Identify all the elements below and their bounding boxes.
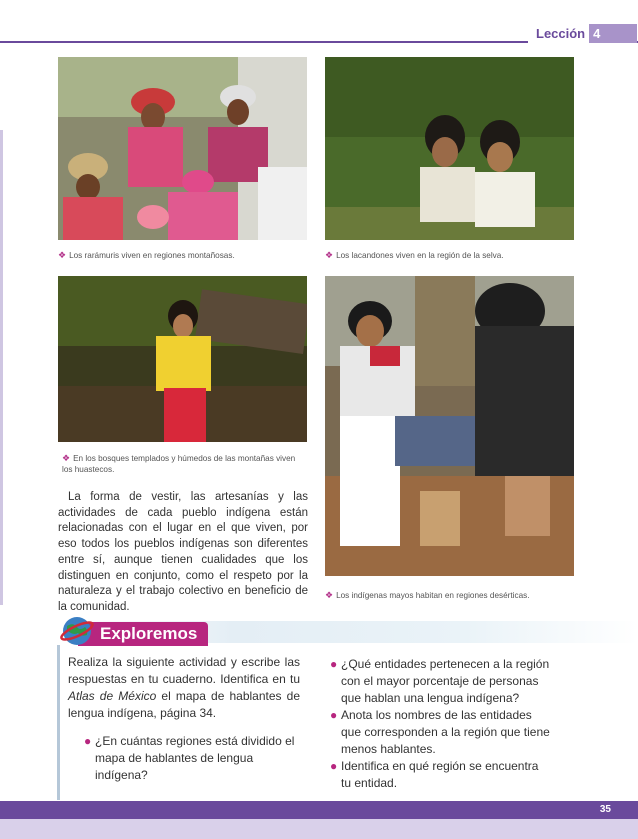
questions-left [84, 733, 300, 784]
lesson-badge [528, 24, 637, 43]
diamond-bullet-icon: ❖ [325, 590, 334, 600]
list-item: ● ¿Qué entidades pertenecen a la región con el mayor porcentaje de personas que hablan una lengua indígena? [330, 657, 550, 705]
photo-lacandones [325, 57, 574, 240]
photo-mayos [325, 276, 574, 576]
caption-huastecos: ❖ En los bosques templados y húmedos de las montañas viven los huastecos. [62, 453, 296, 474]
body-paragraph: La forma de vestir, las artesanías y las actividades de cada pueblo indígena están relacionadas con el lugar en el que viven, por eso todos los pueblos indígenas son diferentes entre sí, aunque tienen cualidades que los distinguen en conjunto, como el respeto por la naturaleza y el trabajo colectivo en beneficio de la comunidad. [58, 491, 308, 613]
list-item: ● Anota los nombres de las entidades que corresponden a la región que tiene menos hablantes. [330, 708, 550, 756]
bullet-dot-icon: ● [84, 734, 92, 748]
caption-lacandones: ❖ Los lacandones viven en la región de la selva. [325, 250, 504, 260]
bullet-dot-icon: ● [330, 657, 338, 671]
photo-raramuris [58, 57, 307, 240]
list-item: ● ¿En cuántas regiones está dividido el mapa de hablantes de lengua indígena? [84, 734, 295, 782]
bullet-dot-icon: ● [330, 759, 338, 773]
lesson-word: Lección [528, 24, 589, 43]
page-number: 35 [599, 804, 611, 815]
globe-icon [60, 614, 94, 648]
diamond-bullet-icon: ❖ [58, 250, 67, 260]
footer-bar [0, 801, 638, 819]
lesson-number: 4 [589, 24, 637, 43]
caption-mayos: ❖ Los indígenas mayos habitan en regiones desérticas. [325, 590, 530, 600]
diamond-bullet-icon: ❖ [325, 250, 334, 260]
footer-band [0, 819, 638, 839]
activity-intro: Realiza la siguiente actividad y escribe las respuestas en tu cuaderno. Identifica en tu Atlas de México el mapa de hablantes de lengua indígena, página 34. [68, 655, 301, 720]
photo-huastecos [58, 276, 307, 442]
left-edge-strip [0, 130, 3, 605]
list-item: ● Identifica en qué región se encuentra tu entidad. [330, 759, 539, 790]
diamond-bullet-icon: ❖ [62, 453, 71, 463]
explore-side-rule [57, 645, 60, 800]
bullet-dot-icon: ● [330, 708, 338, 722]
questions-right [330, 656, 550, 792]
explore-title: Exploremos [100, 624, 198, 643]
caption-raramuris: ❖ Los rarámuris viven en regiones montañosas. [58, 250, 235, 260]
